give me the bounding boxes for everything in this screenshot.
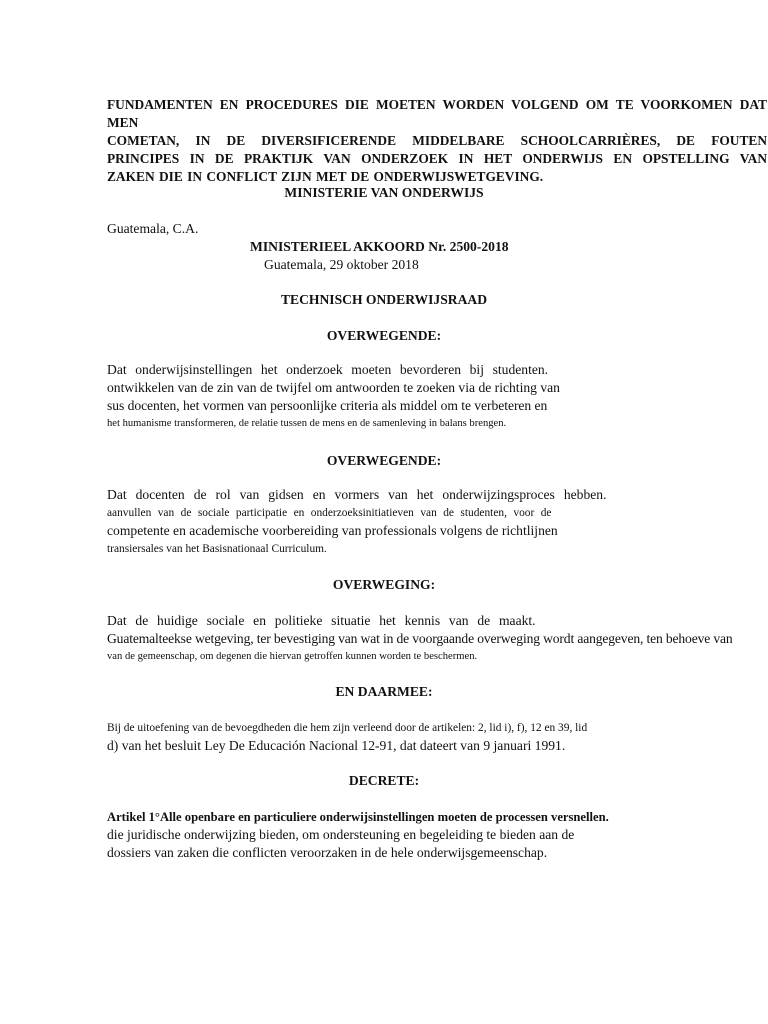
section-paragraph [107,719,587,755]
title-line: PRINCIPES IN DE PRAKTIJK VAN ONDERZOEK IN HET ONDERWIJS EN OPSTELLING VAN [107,151,767,166]
title-line: FUNDAMENTEN EN PROCEDURES DIE MOETEN WORDEN VOLGEND OM TE VOORKOMEN DAT MEN [107,97,767,130]
location-text: Guatemala, C.A. [107,221,199,236]
paragraph-line: die juridische onderwijzing bieden, om ondersteuning en begeleiding te bieden aan de [107,827,575,842]
section-heading: OVERWEGING: [332,577,436,592]
section-heading: OVERWEGENDE: [326,328,442,343]
section-heading: DECRETE: [348,773,420,788]
paragraph-line: aanvullen van de sociale participatie en onderzoeksinitiatieven van de studenten, voor de [107,507,552,519]
paragraph-line: competente en academische voorbereiding van professionals volgens de richtlijnen [107,523,558,538]
paragraph-line: ontwikkelen van de zin van de twijfel om antwoorden te zoeken via de richting van [107,380,560,395]
section-paragraph [107,361,560,433]
ministry-heading: MINISTERIE VAN ONDERWIJS [284,185,484,200]
section-paragraph [107,486,606,558]
paragraph-line: transiersales van het Basisnationaal Curriculum. [107,543,327,555]
paragraph-line: sus docenten, het vormen van persoonlijke criteria als middel om te verbeteren en [107,398,548,413]
section-paragraph [107,612,733,666]
document-title [107,96,767,186]
paragraph-line: dossiers van zaken die conflicten veroorzaken in de hele onderwijsgemeenschap. [107,845,548,860]
title-line: ZAKEN DIE IN CONFLICT ZIJN MET DE ONDERWIJSWETGEVING. [107,169,544,184]
paragraph-line: van de gemeenschap, om degenen die hiervan getroffen kunnen worden te beschermen. [107,651,478,662]
section-paragraph [107,808,609,862]
paragraph-line: Dat de huidige sociale en politieke situatie het kennis van de maakt. [107,613,536,628]
paragraph-line: het humanisme transformeren, de relatie tussen de mens en de samenleving in balans brengen. [107,418,507,429]
paragraph-line: Dat docenten de rol van gidsen en vormers van het onderwijzingsproces hebben. [107,487,607,502]
article-lead: Artikel 1°Alle openbare en particuliere onderwijsinstellingen moeten de processen versnellen. [107,810,609,824]
section-heading: OVERWEGENDE: [326,453,442,468]
council-heading: TECHNISCH ONDERWIJSRAAD [280,292,488,307]
paragraph-line: Bij de uitoefening van de bevoegdheden die hem zijn verleend door de artikelen: 2, lid i), f), 12 en 39, lid [107,722,588,734]
paragraph-line: d) van het besluit Ley De Educación Nacional 12-91, dat dateert van 9 januari 1991. [107,738,566,753]
section-heading: EN DAARMEE: [335,684,433,699]
agreement-date: Guatemala, 29 oktober 2018 [264,257,419,272]
title-line: COMETAN, IN DE DIVERSIFICERENDE MIDDELBARE SCHOOLCARRIÈRES, DE FOUTEN [107,133,767,148]
agreement-number: MINISTERIEEL AKKOORD Nr. 2500-2018 [250,239,509,254]
paragraph-line: Dat onderwijsinstellingen het onderzoek moeten bevorderen bij studenten. [107,362,549,377]
paragraph-line: Guatemalteekse wetgeving, ter bevestiging van wat in de voorgaande overweging wordt aangegeven, ten behoeve van [107,631,733,646]
